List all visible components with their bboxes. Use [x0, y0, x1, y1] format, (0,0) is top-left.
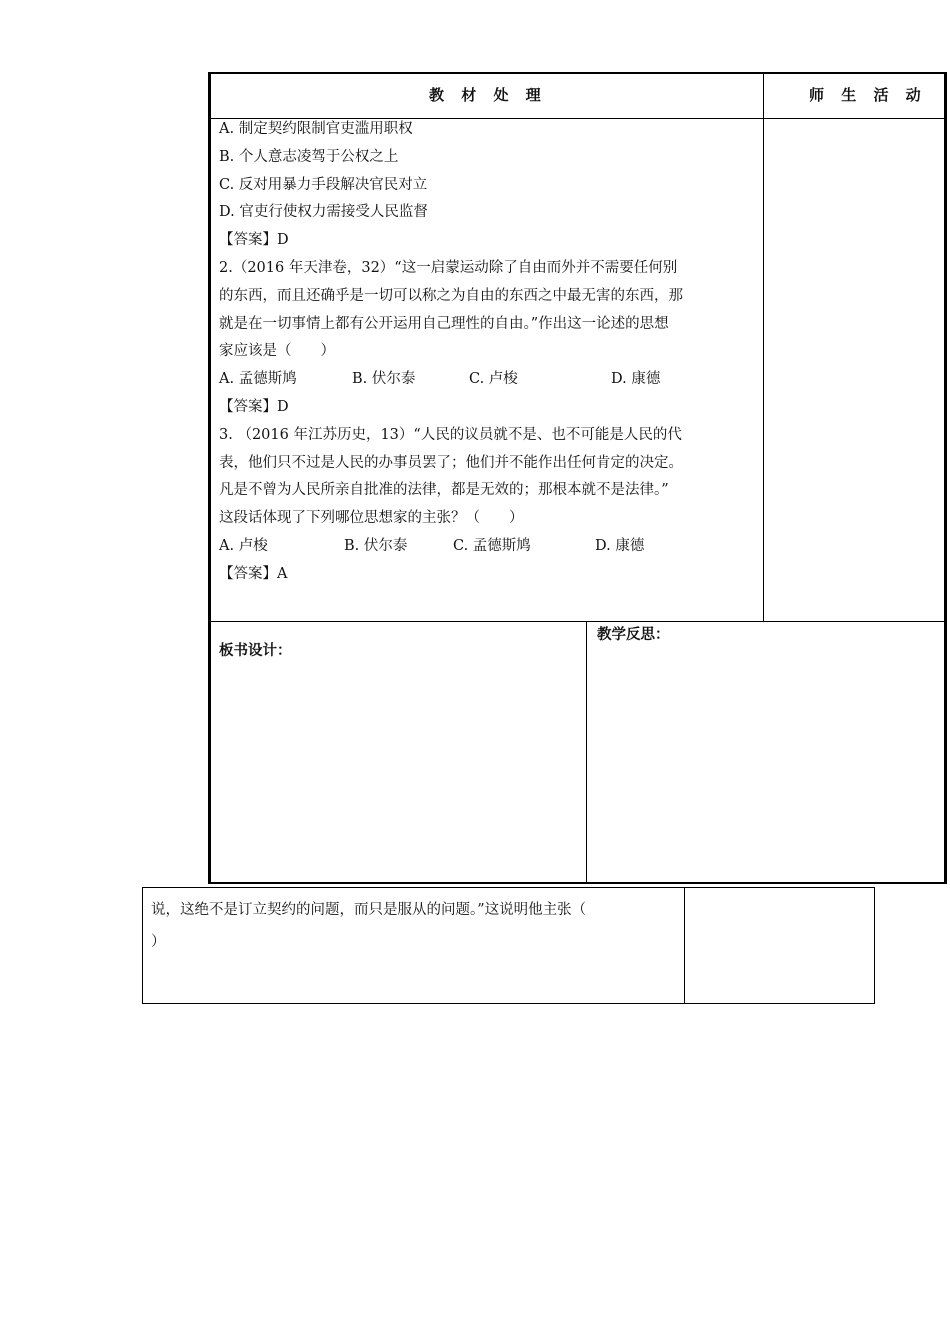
continuation-line: ）: [151, 934, 166, 950]
question-line: 就是在一切事情上都有公开运用自己理性的自由。”作出这一论述的思想: [219, 315, 669, 332]
answer-line: 【答案】A: [219, 565, 288, 582]
answer-line: 【答案】D: [219, 398, 289, 415]
q2-option-a: A. 孟德斯鸠: [219, 371, 297, 388]
column-header-material: 教 材 处 理: [429, 86, 547, 104]
bottom-column-divider: [586, 621, 587, 883]
column-divider: [763, 74, 764, 621]
option-line: A. 制定契约限制官吏滥用职权: [219, 121, 413, 137]
question-line: 表，他们只不过是人民的办事员罢了；他们并不能作出任何肯定的决定。: [219, 454, 683, 471]
q2-option-d: D. 康德: [611, 371, 661, 388]
question-line: 2.（2016 年天津卷，32）“这一启蒙运动除了自由而外并不需要任何别: [219, 259, 678, 276]
option-line: D. 官吏行使权力需接受人民监督: [219, 204, 428, 221]
option-line: B. 个人意志凌驾于公权之上: [219, 148, 399, 165]
lesson-plan-table: [208, 72, 947, 884]
reflection-label: 教学反思：: [597, 627, 670, 643]
question-line: 3. （2016 年江苏历史，13）“人民的议员就不是、也不可能是人民的代: [219, 426, 682, 443]
q3-options: [219, 533, 759, 561]
answer-line: 【答案】D: [219, 232, 289, 249]
continuation-column-divider: [684, 888, 685, 1003]
question-line: 家应该是（ ）: [219, 343, 335, 360]
q3-option-b: B. 伏尔泰: [344, 537, 408, 554]
material-content: [219, 116, 759, 589]
question-line: 这段话体现了下列哪位思想家的主张？（ ）: [219, 510, 524, 527]
question-line: 凡是不曾为人民所亲自批准的法律，都是无效的；那根本就不是法律。”: [219, 482, 669, 499]
q2-options: [219, 366, 759, 394]
board-design-label: 板书设计：: [219, 643, 292, 659]
option-line: C. 反对用暴力手段解决官民对立: [219, 176, 428, 193]
continuation-table: [142, 887, 875, 1004]
q2-option-c: C. 卢梭: [469, 371, 518, 388]
section-divider: [211, 621, 945, 622]
column-header-activity: 师 生 活 动: [809, 86, 927, 104]
continuation-text: [151, 894, 683, 958]
q3-option-d: D. 康德: [595, 537, 645, 554]
q3-option-a: A. 卢梭: [219, 537, 268, 554]
question-line: 的东西，而且还确乎是一切可以称之为自由的东西之中最无害的东西，那: [219, 287, 683, 304]
q3-option-c: C. 孟德斯鸠: [453, 537, 531, 554]
continuation-line: 说，这绝不是订立契约的问题，而只是服从的问题。”这说明他主张（: [151, 902, 587, 918]
q2-option-b: B. 伏尔泰: [352, 371, 416, 388]
